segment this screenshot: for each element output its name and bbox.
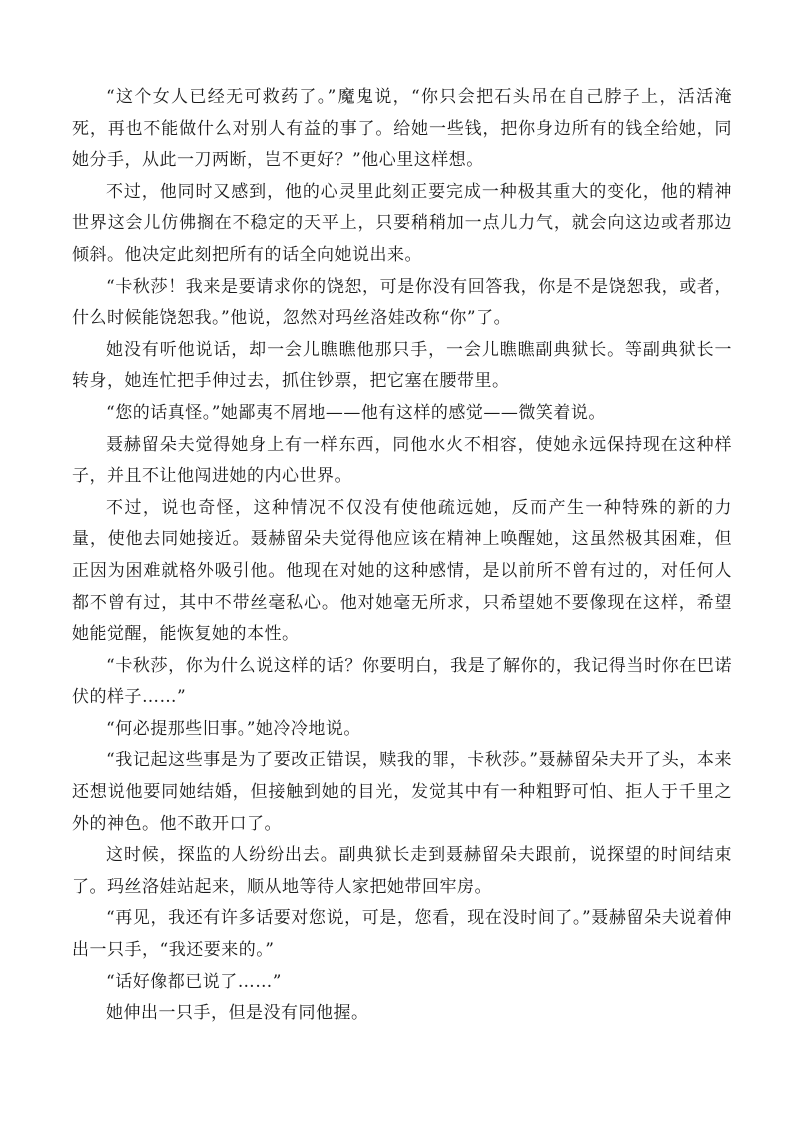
paragraph: 不过，他同时又感到，他的心灵里此刻正要完成一种极其重大的变化，他的精神世界这会儿仿佛搁在不稳定的天平上，只要稍稍加一点儿力气，就会向这边或者那边倾斜。他决定此刻把所有的话全向她说出来。 (72, 181, 732, 265)
paragraph: 她伸出一只手，但是没有同他握。 (106, 1003, 369, 1024)
paragraph: “卡秋莎！我来是要请求你的饶恕，可是你没有回答我，你是不是饶恕我，或者，什么时候能饶恕我。”他说，忽然对玛丝洛娃改称“你”了。 (72, 276, 732, 329)
paragraph: “这个女人已经无可救药了。”魔鬼说，“你只会把石头吊在自己脖子上，活活淹死，再也不能做什么对别人有益的事了。给她一些钱，把你身边所有的钱全给她，同她分手，从此一刀两断，岂不更好？”他心里这样想。 (72, 87, 732, 171)
paragraph: 这时候，探监的人纷纷出去。副典狱长走到聂赫留朵夫跟前，说探望的时间结束了。玛丝洛娃站起来，顺从地等待人家把她带回牢房。 (72, 845, 732, 897)
paragraph: “卡秋莎，你为什么说这样的话？你要明白，我是了解你的，我记得当时你在巴诺伏的样子……” (72, 655, 732, 708)
document-body (72, 82, 732, 1030)
paragraph: “您的话真怪。”她鄙夷不屑地——他有这样的感觉——微笑着说。 (106, 402, 606, 423)
paragraph: “再见，我还有许多话要对您说，可是，您看，现在没时间了。”聂赫留朵夫说着伸出一只手，“我还要来的。” (72, 908, 732, 961)
paragraph: “何必提那些旧事。”她冷冷地说。 (106, 718, 361, 739)
paragraph: “话好像都已说了……” (106, 971, 282, 992)
paragraph: 聂赫留朵夫觉得她身上有一样东西，同他水火不相容，使她永远保持现在这种样子，并且不让他闯进她的内心世界。 (72, 434, 732, 487)
paragraph: “我记起这些事是为了要改正错误，赎我的罪，卡秋莎。”聂赫留朵夫开了头，本来还想说他要同她结婚，但接触到她的目光，发觉其中有一种粗野可怕、拒人于千里之外的神色。他不敢开口了。 (72, 750, 732, 834)
paragraph: 不过，说也奇怪，这种情况不仅没有使他疏远她，反而产生一种特殊的新的力量，使他去同她接近。聂赫留朵夫觉得他应该在精神上唤醒她，这虽然极其困难，但正因为困难就格外吸引他。他现在对她的这种感情，是以前所不曾有过的，对任何人都不曾有过，其中不带丝毫私心。他对她毫无所求，只希望她不要像现在这样，希望她能觉醒，能恢复她的本性。 (72, 497, 732, 645)
paragraph: 她没有听他说话，却一会儿瞧瞧他那只手，一会儿瞧瞧副典狱长。等副典狱长一转身，她连忙把手伸过去，抓住钞票，把它塞在腰带里。 (72, 339, 732, 392)
